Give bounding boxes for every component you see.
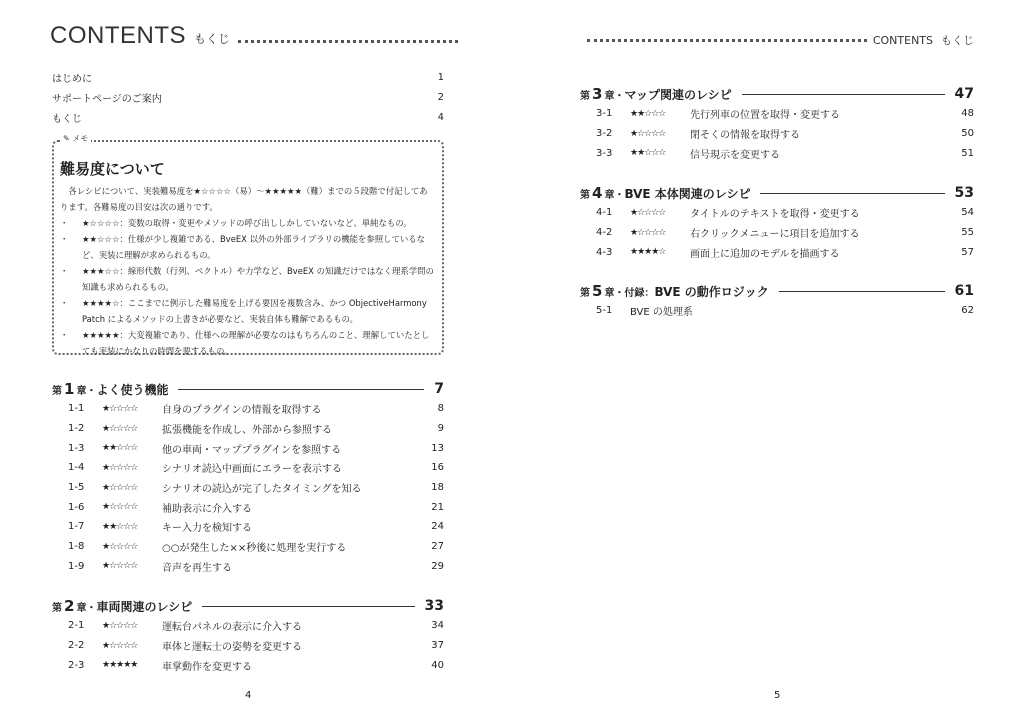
item-number: 3-3 <box>596 147 613 159</box>
item-title: 運転台パネルの表示に介入する <box>162 622 302 634</box>
item-page: 48 <box>961 108 974 120</box>
chapter-page: 47 <box>954 86 974 102</box>
toc-item[interactable] <box>52 616 444 636</box>
item-title: 車掌動作を変更する <box>162 661 252 673</box>
difficulty-stars: ★☆☆☆☆ <box>102 403 138 414</box>
memo-bullet: ・ ★★★★★：大変複雑であり、仕様への理解が必要なのはもちろんのこと、理解していたとしても実装にかなりの時間を要するもの。 <box>60 327 436 359</box>
intro-list <box>52 67 444 127</box>
item-number: 1-1 <box>68 403 85 415</box>
item-number: 1-7 <box>68 521 85 533</box>
toc-item[interactable] <box>52 458 444 478</box>
item-number: 2-1 <box>68 620 85 632</box>
chapter-heading[interactable] <box>580 281 974 301</box>
difficulty-stars: ★★☆☆☆ <box>630 148 666 159</box>
item-title: 車体と運転士の姿勢を変更する <box>162 642 302 654</box>
intro-label: サポートページのご案内 <box>52 93 162 105</box>
dotted-rule <box>238 40 458 43</box>
chapter-page: 61 <box>954 283 974 299</box>
chapter-title: BVE 本体関連のレシピ <box>624 186 751 201</box>
item-number: 1-5 <box>68 482 85 494</box>
toc-item[interactable] <box>580 203 974 223</box>
toc-item[interactable] <box>52 655 444 675</box>
toc-item[interactable] <box>580 223 974 243</box>
difficulty-stars: ★☆☆☆☆ <box>102 541 138 552</box>
item-page: 55 <box>961 227 974 239</box>
chapter-5 <box>580 281 974 321</box>
chapter-prefix: 第 <box>52 386 62 397</box>
chapter-title: マップ関連のレシピ <box>624 87 732 102</box>
item-number: 5-1 <box>596 305 613 317</box>
item-number: 4-2 <box>596 227 613 239</box>
chapter-4 <box>580 183 974 262</box>
item-number: 2-2 <box>68 640 85 652</box>
toc-item[interactable] <box>52 537 444 557</box>
right-page <box>512 0 1024 721</box>
chapter-title: 車両関連のレシピ <box>96 599 193 614</box>
chapter-number <box>580 85 624 103</box>
difficulty-stars: ★☆☆☆☆ <box>102 423 138 434</box>
item-number: 1-3 <box>68 442 85 454</box>
pencil-icon: ✎ <box>63 134 70 143</box>
dotted-rule <box>587 39 867 42</box>
item-number: 2-3 <box>68 659 85 671</box>
item-page: 24 <box>431 521 444 533</box>
item-title: 画面上に追加のモデルを描画する <box>690 248 840 260</box>
item-number: 1-4 <box>68 462 85 474</box>
chapter-heading[interactable] <box>580 183 974 203</box>
item-page: 62 <box>961 305 974 317</box>
chapter-page: 7 <box>434 381 444 397</box>
chapter-num: 4 <box>592 184 603 202</box>
memo-box: ✎ メモ 難易度について 各レシピについて、実装難易度を★☆☆☆☆（易）～★★★★★（難）までの５段階で付記してあります。各難易度の目安は次の通りです。 ・ ★☆☆☆☆：変数の取得・変更やメソッドの呼び出ししかしていないなど、単純なもの。 ・ ★★☆☆☆：仕様が少し複雑である、BveEX 以外の外部ライブラリの機能を参照しているなど、実装に理解が求められるもの。 ・ ★★★☆☆：線形代数（行列、ベクトル）や力学など、BveEX の知識だけではなく理系学問の知識も求められるもの。 ・ ★★★★☆：ここまでに例示した難易度を上げる要因を複数含み、かつ ObjectiveHarmony Patch によるメソッドの上書きが必要など、実装自体も難解であるもの。 ・ ★★★★★：大変複雑であり、仕様への理解が必要なのはもちろんのこと、理解していたとしても実装にかなりの時間を要するもの。 <box>52 140 444 355</box>
item-page: 37 <box>431 640 444 652</box>
toc-item[interactable] <box>52 517 444 537</box>
chapter-title: BVE の動作ロジック <box>654 284 769 299</box>
item-page: 34 <box>431 620 444 632</box>
chapter-heading[interactable] <box>52 379 444 399</box>
toc-item[interactable] <box>52 438 444 458</box>
item-title: シナリオの読込が完了したタイミングを知る <box>162 484 362 496</box>
item-number: 1-2 <box>68 423 85 435</box>
difficulty-stars: ★☆☆☆☆ <box>102 502 138 513</box>
toc-item[interactable] <box>52 419 444 439</box>
chapter-prefix: 第 <box>580 91 590 102</box>
toc-item[interactable] <box>580 301 974 321</box>
page-number: 4 <box>245 690 252 701</box>
chapter-num: 1 <box>64 380 75 398</box>
memo-bullet: ・ ★☆☆☆☆：変数の取得・変更やメソッドの呼び出ししかしていないなど、単純なもの。 <box>60 215 436 231</box>
chapter-title: よく使う機能 <box>96 382 169 397</box>
leader-line <box>742 94 945 95</box>
chapter-prefix: 第 <box>580 288 590 299</box>
item-page: 9 <box>437 423 444 435</box>
item-number: 1-9 <box>68 560 85 572</box>
item-title: タイトルのテキストを取得・変更する <box>690 209 860 221</box>
intro-page: 4 <box>437 111 444 123</box>
item-number: 3-1 <box>596 108 613 120</box>
memo-heading: 難易度について <box>60 160 165 178</box>
memo-bullet: ・ ★★★☆☆：線形代数（行列、ベクトル）や力学など、BveEX の知識だけではなく理系学問の知識も求められるもの。 <box>60 263 436 295</box>
item-number: 1-8 <box>68 541 85 553</box>
chapter-num: 5 <box>592 282 603 300</box>
item-number: 3-2 <box>596 128 613 140</box>
chapter-suffix: 章・ <box>76 603 97 614</box>
item-page: 16 <box>431 462 444 474</box>
item-number: 4-1 <box>596 207 613 219</box>
chapter-number <box>52 597 96 615</box>
intro-label: もくじ <box>52 113 82 125</box>
chapter-page: 53 <box>954 185 974 201</box>
item-page: 29 <box>431 560 444 572</box>
toc-item[interactable] <box>52 636 444 656</box>
chapter-page: 33 <box>424 598 444 614</box>
chapter-suffix: 章・ <box>604 190 625 201</box>
toc-item[interactable] <box>580 143 974 163</box>
item-title: キー入力を検知する <box>162 523 252 535</box>
intro-page: 1 <box>437 71 444 83</box>
difficulty-stars: ★☆☆☆☆ <box>102 620 138 631</box>
item-number: 4-3 <box>596 246 613 258</box>
toc-item[interactable] <box>580 242 974 262</box>
difficulty-stars: ★★★★★ <box>102 660 138 671</box>
item-title: 右クリックメニューに項目を追加する <box>690 229 860 241</box>
item-title: ○○が発生した××秒後に処理を実行する <box>162 543 347 555</box>
chapter-number <box>580 282 654 300</box>
leader-line <box>779 291 945 292</box>
item-page: 8 <box>437 403 444 415</box>
toc-item[interactable] <box>580 124 974 144</box>
item-page: 21 <box>431 501 444 513</box>
toc-item[interactable] <box>52 478 444 498</box>
leader-line <box>760 193 944 194</box>
chapter-heading[interactable] <box>52 596 444 616</box>
chapter-num: 2 <box>64 597 75 615</box>
item-title: 信号現示を変更する <box>690 149 780 161</box>
chapter-prefix: 第 <box>52 603 62 614</box>
item-title: 自身のプラグインの情報を取得する <box>162 405 322 417</box>
item-number: 1-6 <box>68 501 85 513</box>
item-page: 27 <box>431 541 444 553</box>
item-page: 13 <box>431 442 444 454</box>
page-number: 5 <box>774 690 781 701</box>
memo-bullet: ・ ★★★★☆：ここまでに例示した難易度を上げる要因を複数含み、かつ ObjectiveHarmony Patch によるメソッドの上書きが必要など、実装自体も難解であるもの。 <box>60 295 436 327</box>
chapter-num: 3 <box>592 85 603 103</box>
difficulty-stars: ★★☆☆☆ <box>630 108 666 119</box>
memo-text: 各レシピについて、実装難易度を★☆☆☆☆（易）～★★★★★（難）までの５段階で付記してあります。各難易度の目安は次の通りです。 <box>60 186 428 212</box>
item-page: 51 <box>961 147 974 159</box>
memo-bullets <box>60 215 436 359</box>
chapter-suffix: 章・ <box>604 91 625 102</box>
difficulty-stars: ★☆☆☆☆ <box>102 561 138 572</box>
leader-line <box>202 606 414 607</box>
memo-bullet: ・ ★★☆☆☆：仕様が少し複雑である、BveEX 以外の外部ライブラリの機能を参照しているなど、実装に理解が求められるもの。 <box>60 231 436 263</box>
difficulty-stars: ★☆☆☆☆ <box>630 128 666 139</box>
chapter-number <box>52 380 96 398</box>
toc-item[interactable] <box>580 104 974 124</box>
intro-label: はじめに <box>52 73 92 85</box>
item-title: 先行列車の位置を取得・変更する <box>690 110 840 122</box>
leader-line <box>178 389 424 390</box>
chapter-prefix: 第 <box>580 190 590 201</box>
chapter-2 <box>52 596 444 675</box>
item-title: BVE の処理系 <box>630 307 693 319</box>
difficulty-stars: ★★★★☆ <box>630 247 666 258</box>
chapter-3 <box>580 84 974 163</box>
intro-row[interactable] <box>52 87 444 107</box>
chapter-suffix: 章・ <box>76 386 97 397</box>
item-title: シナリオ読込中画面にエラーを表示する <box>162 464 342 476</box>
item-page: 54 <box>961 207 974 219</box>
item-title: 拡張機能を作成し、外部から参照する <box>162 425 332 437</box>
difficulty-stars: ★☆☆☆☆ <box>102 482 138 493</box>
chapter-suffix: 章・付録： <box>604 288 655 299</box>
difficulty-stars: ★☆☆☆☆ <box>102 462 138 473</box>
item-page: 40 <box>431 659 444 671</box>
chapter-heading[interactable] <box>580 84 974 104</box>
item-title: 他の車両・マッププラグインを参照する <box>162 444 342 456</box>
difficulty-stars: ★☆☆☆☆ <box>630 207 666 218</box>
intro-page: 2 <box>437 91 444 103</box>
toc-item[interactable] <box>52 497 444 517</box>
item-title: 補助表示に介入する <box>162 503 252 515</box>
item-title: 音声を再生する <box>162 562 232 574</box>
toc-item[interactable] <box>52 399 444 419</box>
chapter-number <box>580 184 624 202</box>
item-title: 閉そくの情報を取得する <box>690 130 800 142</box>
contents-title: CONTENTS もくじ <box>587 32 974 48</box>
item-page: 18 <box>431 482 444 494</box>
difficulty-stars: ★★☆☆☆ <box>102 521 138 532</box>
chapter-1 <box>52 379 444 576</box>
difficulty-stars: ★☆☆☆☆ <box>630 227 666 238</box>
difficulty-stars: ★★☆☆☆ <box>102 443 138 454</box>
intro-row[interactable] <box>52 67 444 87</box>
item-page: 57 <box>961 246 974 258</box>
item-page: 50 <box>961 128 974 140</box>
toc-item[interactable] <box>52 557 444 577</box>
difficulty-stars: ★☆☆☆☆ <box>102 640 138 651</box>
contents-title: CONTENTS もくじ <box>50 22 458 50</box>
intro-row[interactable] <box>52 107 444 127</box>
